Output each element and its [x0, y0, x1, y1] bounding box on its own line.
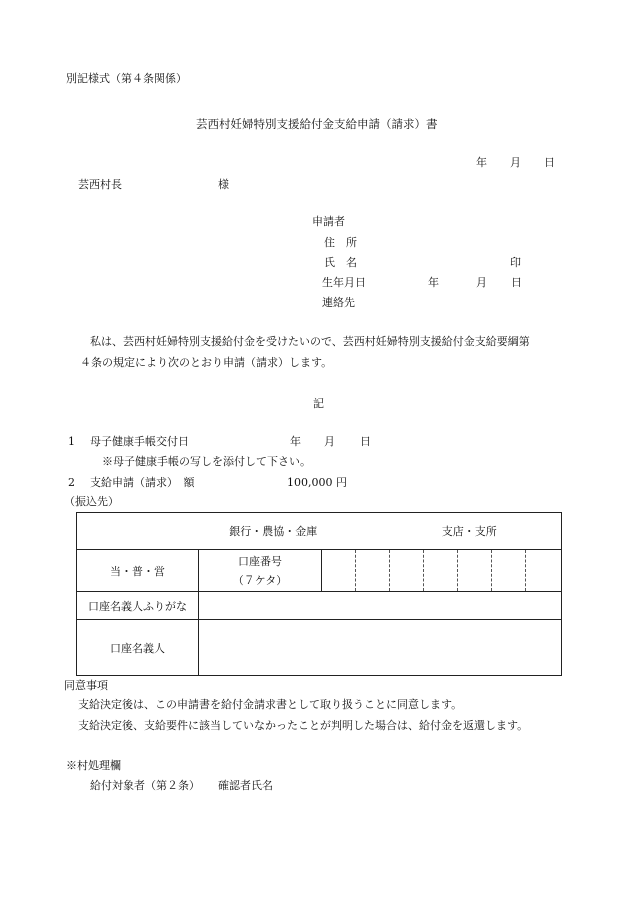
- item1-year: 年: [290, 435, 301, 448]
- item1-number: 1: [68, 435, 75, 448]
- item2-amount: 100,000 円: [287, 476, 347, 489]
- account-number-label-cell: [199, 550, 322, 592]
- account-type-label: 当・普・営: [110, 564, 165, 578]
- body-text-line1: 私は、芸西村妊婦特別支援給付金を受けたいので、芸西村妊婦特別支援給付金支給要綱第: [90, 335, 530, 348]
- bank-type-label: 銀行・農協・金庫: [229, 525, 318, 538]
- branch-type-cell: [390, 513, 562, 550]
- addressee-honorific: 様: [218, 178, 229, 191]
- holder-kana-label: 口座名義人ふりがな: [88, 599, 187, 613]
- bank-account-table: [76, 512, 562, 676]
- transfer-label: （振込先）: [64, 495, 119, 508]
- birth-year: 年: [428, 276, 439, 289]
- holder-field[interactable]: [199, 620, 562, 676]
- account-digit-box[interactable]: [526, 550, 562, 592]
- account-digit-box[interactable]: [424, 550, 458, 592]
- bank-type-cell: [77, 513, 390, 550]
- item1-note: ※母子健康手帳の写しを添付して下さい。: [102, 455, 311, 468]
- item2-number: 2: [68, 476, 75, 489]
- seal-mark: 印: [510, 256, 521, 269]
- page-title: 芸西村妊婦特別支援給付金支給申請（請求）書: [196, 117, 438, 131]
- consent-line1: 支給決定後は、この申請書を給付金請求書として取り扱うことに同意します。: [78, 698, 463, 711]
- body-text-line2: ４条の規定により次のとおり申請（請求）します。: [80, 356, 333, 369]
- item1-day: 日: [360, 435, 371, 448]
- item1-label: 母子健康手帳交付日: [90, 435, 189, 448]
- date-day: 日: [544, 156, 555, 169]
- applicant-address-label: 住 所: [324, 236, 357, 249]
- applicant-birth-label: 生年月日: [322, 276, 366, 289]
- account-digit-box[interactable]: [458, 550, 492, 592]
- consent-line2: 支給決定後、支給要件に該当していなかったことが判明した場合は、給付金を返還します。: [78, 719, 529, 732]
- form-label: 別記様式（第４条関係）: [66, 72, 187, 85]
- account-digit-box[interactable]: [322, 550, 356, 592]
- village-target-label: 給付対象者（第２条）: [90, 779, 200, 792]
- account-number-note: （７ケタ）: [232, 573, 288, 587]
- addressee-name: 芸西村長: [78, 178, 122, 191]
- item2-label: 支給申請（請求） 額: [90, 476, 195, 489]
- applicant-heading: 申請者: [312, 215, 345, 228]
- village-section-heading: ※村処理欄: [66, 759, 121, 772]
- birth-month: 月: [476, 276, 487, 289]
- applicant-name-label: 氏 名: [324, 256, 357, 269]
- account-digit-box[interactable]: [492, 550, 526, 592]
- date-month: 月: [510, 156, 521, 169]
- applicant-contact-label: 連絡先: [322, 296, 355, 309]
- consent-heading: 同意事項: [64, 679, 108, 692]
- account-type-cell: [77, 550, 199, 592]
- holder-kana-field[interactable]: [199, 592, 562, 620]
- account-number-label: 口座番号: [238, 554, 282, 568]
- holder-label: 口座名義人: [110, 641, 165, 655]
- holder-label-cell: [77, 620, 199, 676]
- item1-month: 月: [324, 435, 335, 448]
- account-digit-box[interactable]: [356, 550, 390, 592]
- village-confirmer-label: 確認者氏名: [218, 779, 273, 792]
- account-digit-box[interactable]: [390, 550, 424, 592]
- ki-heading: 記: [313, 397, 324, 410]
- birth-day: 日: [511, 276, 522, 289]
- branch-type-label: 支店・支所: [441, 525, 497, 538]
- date-year: 年: [476, 156, 487, 169]
- holder-kana-label-cell: [77, 592, 199, 620]
